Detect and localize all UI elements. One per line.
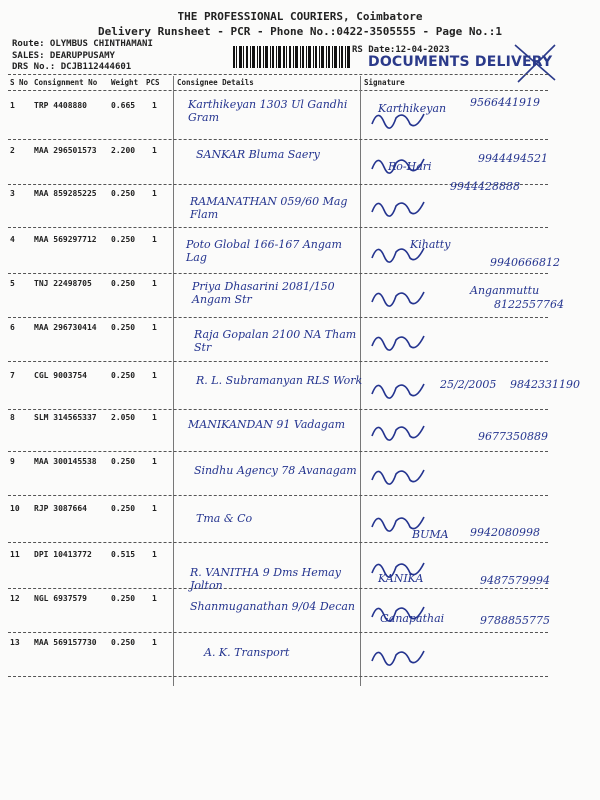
row-weight: 2.200: [111, 146, 136, 155]
company-title: THE PROFESSIONAL COURIERS, Coimbatore: [177, 10, 423, 23]
row-consignment-no: TNJ 22498705: [34, 279, 92, 288]
row-consignee-handwritten: Tma & Co: [196, 512, 253, 525]
row-consignment-no: MAA 296501573: [34, 146, 97, 155]
row-pcs: 1: [152, 413, 157, 422]
row-signature-name: Anganmuttu: [470, 284, 540, 297]
row-consignment-no: MAA 296730414: [34, 323, 97, 332]
row-separator: [8, 227, 548, 228]
row-consignee-handwritten: SANKAR Bluma Saery: [196, 148, 320, 161]
row-sno: 7: [10, 371, 15, 380]
row-consignee-handwritten: Karthikeyan 1303 Ul Gandhi Gram: [188, 98, 348, 124]
row-pcs: 1: [152, 371, 157, 380]
row-signature-name: KANIKA: [378, 572, 424, 585]
row-sno: 8: [10, 413, 15, 422]
row-sno: 10: [10, 504, 20, 513]
row-consignment-no: RJP 3087664: [34, 504, 87, 513]
row-consignment-no: CGL 9003754: [34, 371, 87, 380]
row-signature-name: Ganapathai: [380, 612, 445, 625]
route-label: Route: OLYMBUS CHINTHAMANI: [12, 39, 153, 49]
row-consignee-handwritten: RAMANATHAN 059/60 Mag Flam: [190, 195, 348, 221]
row-signature-name: BUMA: [412, 528, 449, 541]
signature-scribble: [368, 460, 428, 490]
row-separator: [8, 139, 548, 140]
row-separator: [8, 361, 548, 362]
row-consignee-handwritten: A. K. Transport: [204, 646, 290, 659]
col-weight: Weight: [111, 78, 139, 87]
runsheet-title: Delivery Runsheet - PCR - Phone No.:0422-3505555 - Page No.:1: [98, 25, 502, 38]
row-signature-phone: 8122557764: [494, 298, 564, 311]
documents-delivery-stamp: DOCUMENTS DELIVERY: [368, 54, 553, 70]
row-signature-name: Ro-Hari: [388, 160, 432, 173]
row-sno: 2: [10, 146, 15, 155]
row-consignee-handwritten: R. VANITHA 9 Dms Hemay Jolton: [190, 566, 341, 592]
row-consignment-no: MAA 300145538: [34, 457, 97, 466]
row-pcs: 1: [152, 457, 157, 466]
row-consignment-no: NGL 6937579: [34, 594, 87, 603]
row-sno: 6: [10, 323, 15, 332]
col-consignee: Consignee Details: [177, 78, 254, 87]
row-consignment-no: MAA 859285225: [34, 189, 97, 198]
col-sno: S No: [10, 78, 29, 87]
stamp-cross-mark: [510, 40, 560, 85]
row-consignee-handwritten: MANIKANDAN 91 Vadagam: [188, 418, 346, 431]
row-consignee-handwritten: Sindhu Agency 78 Avanagam: [194, 464, 357, 477]
row-separator: [8, 542, 548, 543]
barcode: [233, 46, 351, 68]
row-weight: 0.250: [111, 504, 136, 513]
row-sno: 4: [10, 235, 15, 244]
row-signature-phone: 9944494521: [478, 152, 548, 165]
signature-scribble: [368, 326, 428, 356]
row-pcs: 1: [152, 550, 157, 559]
row-consignment-no: MAA 569297712: [34, 235, 97, 244]
row-sno: 12: [10, 594, 20, 603]
row-consignee-handwritten: Poto Global 166-167 Angam Lag: [186, 238, 342, 264]
row-weight: 0.250: [111, 594, 136, 603]
row-pcs: 1: [152, 146, 157, 155]
signature-scribble: [368, 192, 428, 222]
row-signature-name: 25/2/2005: [440, 378, 497, 391]
row-signature-phone: 9942080998: [470, 526, 540, 539]
row-pcs: 1: [152, 101, 157, 110]
row-weight: 0.250: [111, 457, 136, 466]
row-consignment-no: TRP 4408880: [34, 101, 87, 110]
row-signature-phone: 9487579994: [480, 574, 550, 587]
col-pcs: PCS: [146, 78, 160, 87]
row-sno: 11: [10, 550, 20, 559]
row-signature-phone: 9677350889: [478, 430, 548, 443]
row-consignment-no: MAA 569157730: [34, 638, 97, 647]
row-pcs: 1: [152, 323, 157, 332]
row-signature-name: Kihatty: [410, 238, 451, 251]
signature-scribble: [368, 374, 428, 404]
row-signature-name: Karthikeyan: [378, 102, 447, 115]
row-sno: 5: [10, 279, 15, 288]
row-pcs: 1: [152, 504, 157, 513]
signature-scribble: [368, 416, 428, 446]
row-weight: 0.250: [111, 279, 136, 288]
row-weight: 0.515: [111, 550, 136, 559]
row-pcs: 1: [152, 189, 157, 198]
row-signature-phone: 9566441919: [470, 96, 540, 109]
col-consignment: Consignment No: [34, 78, 98, 87]
signature-scribble: [368, 282, 428, 312]
row-weight: 0.250: [111, 235, 136, 244]
row-sno: 1: [10, 101, 15, 110]
row-sno: 13: [10, 638, 20, 647]
rs-date: RS Date:12-04-2023: [352, 45, 450, 55]
row-separator: [8, 495, 548, 496]
row-signature-phone: 9842331190: [510, 378, 580, 391]
col-signature: Signature: [364, 78, 405, 87]
row-pcs: 1: [152, 594, 157, 603]
row-weight: 0.250: [111, 371, 136, 380]
row-consignment-no: SLM 314565337: [34, 413, 97, 422]
row-signature-phone: 9788855775: [480, 614, 550, 627]
signature-scribble: [368, 641, 428, 671]
column-header-rule: [8, 90, 548, 91]
row-separator: [8, 676, 548, 677]
drs-number: DRS No.: DCJB112444601: [12, 62, 132, 72]
row-consignment-no: DPI 10413772: [34, 550, 92, 559]
row-pcs: 1: [152, 638, 157, 647]
row-weight: 0.250: [111, 323, 136, 332]
row-consignee-handwritten: Shanmuganathan 9/04 Decan: [190, 600, 355, 613]
row-consignee-handwritten: Priya Dhasarini 2081/150 Angam Str: [192, 280, 335, 306]
row-sno: 3: [10, 189, 15, 198]
row-pcs: 1: [152, 279, 157, 288]
row-weight: 2.050: [111, 413, 136, 422]
row-signature-phone: 9940666812: [490, 256, 560, 269]
row-consignee-handwritten: R. L. Subramanyan RLS Work: [196, 374, 363, 387]
row-weight: 0.250: [111, 189, 136, 198]
table-row: [0, 633, 600, 677]
sales-label: SALES: DEARUPPUSAMY: [12, 51, 115, 61]
row-sno: 9: [10, 457, 15, 466]
row-weight: 0.250: [111, 638, 136, 647]
row-consignee-handwritten: Raja Gopalan 2100 NA Tham Str: [194, 328, 357, 354]
row-signature-phone: 9944428888: [450, 180, 520, 193]
header-rule: [8, 74, 548, 75]
row-pcs: 1: [152, 235, 157, 244]
row-weight: 0.665: [111, 101, 136, 110]
